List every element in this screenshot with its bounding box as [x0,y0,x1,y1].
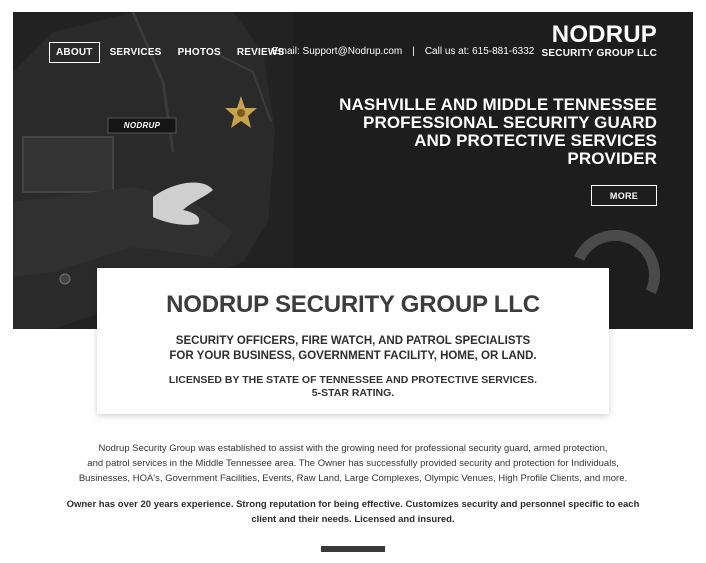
headline-line: AND PROTECTIVE SERVICES [414,131,657,150]
about-line: and patrol services in the Middle Tennessee area. The Owner has successfully provided security and protection for Individuals, [87,458,619,469]
owner-line: Owner has over 20 years experience. Strong reputation for being effective. Customizes security and personnel specific to each [66,499,640,510]
section-divider [321,546,385,552]
headline-line: PROVIDER [567,149,657,168]
hero-headline [317,96,657,168]
more-button[interactable]: MORE [591,185,657,206]
brand-logo[interactable] [542,22,657,60]
card-license [97,374,609,400]
rating-line: 5-STAR RATING. [311,387,395,399]
about-line: Businesses, HOA's, Government Facilities, Events, Raw Land, Large Complexes, Olympic Venues, High Profile Clients, and more. [78,473,628,484]
brand-name: NODRUP [551,21,657,48]
uniform-name-patch: NODRUP [123,121,161,130]
headline-line: PROFESSIONAL SECURITY GUARD [363,113,657,132]
nav-services[interactable]: SERVICES [109,47,162,58]
email-link[interactable]: Email: Support@Nodrup.com [272,46,403,57]
owner-line: client and their needs. Licensed and insured. [251,514,455,525]
contact-separator: | [412,46,415,57]
about-paragraph [55,441,651,486]
specialties-line: FOR YOUR BUSINESS, GOVERNMENT FACILITY, HOME, OR LAND. [169,350,537,362]
main-nav [49,42,294,63]
intro-card [97,268,609,414]
nav-photos[interactable]: PHOTOS [177,47,221,58]
specialties-line: SECURITY OFFICERS, FIRE WATCH, AND PATROL SPECIALISTS [175,335,531,347]
nav-about[interactable]: ABOUT [49,42,100,63]
headline-line: NASHVILLE AND MIDDLE TENNESSEE [339,95,657,114]
owner-paragraph [55,497,651,527]
phone-link[interactable]: Call us at: 615-881-6332 [424,46,535,57]
about-line: Nodrup Security Group was established to assist with the growing need for professional security guard, armed protection, [98,443,608,454]
card-title: NODRUP SECURITY GROUP LLC [166,291,540,318]
nav-reviews[interactable]: REVIEWS [236,47,285,58]
license-line: LICENSED BY THE STATE OF TENNESSEE AND PROTECTIVE SERVICES. [168,374,538,386]
brand-subtitle: SECURITY GROUP LLC [541,48,657,59]
card-specialties [97,334,609,364]
contact-bar [272,46,534,57]
